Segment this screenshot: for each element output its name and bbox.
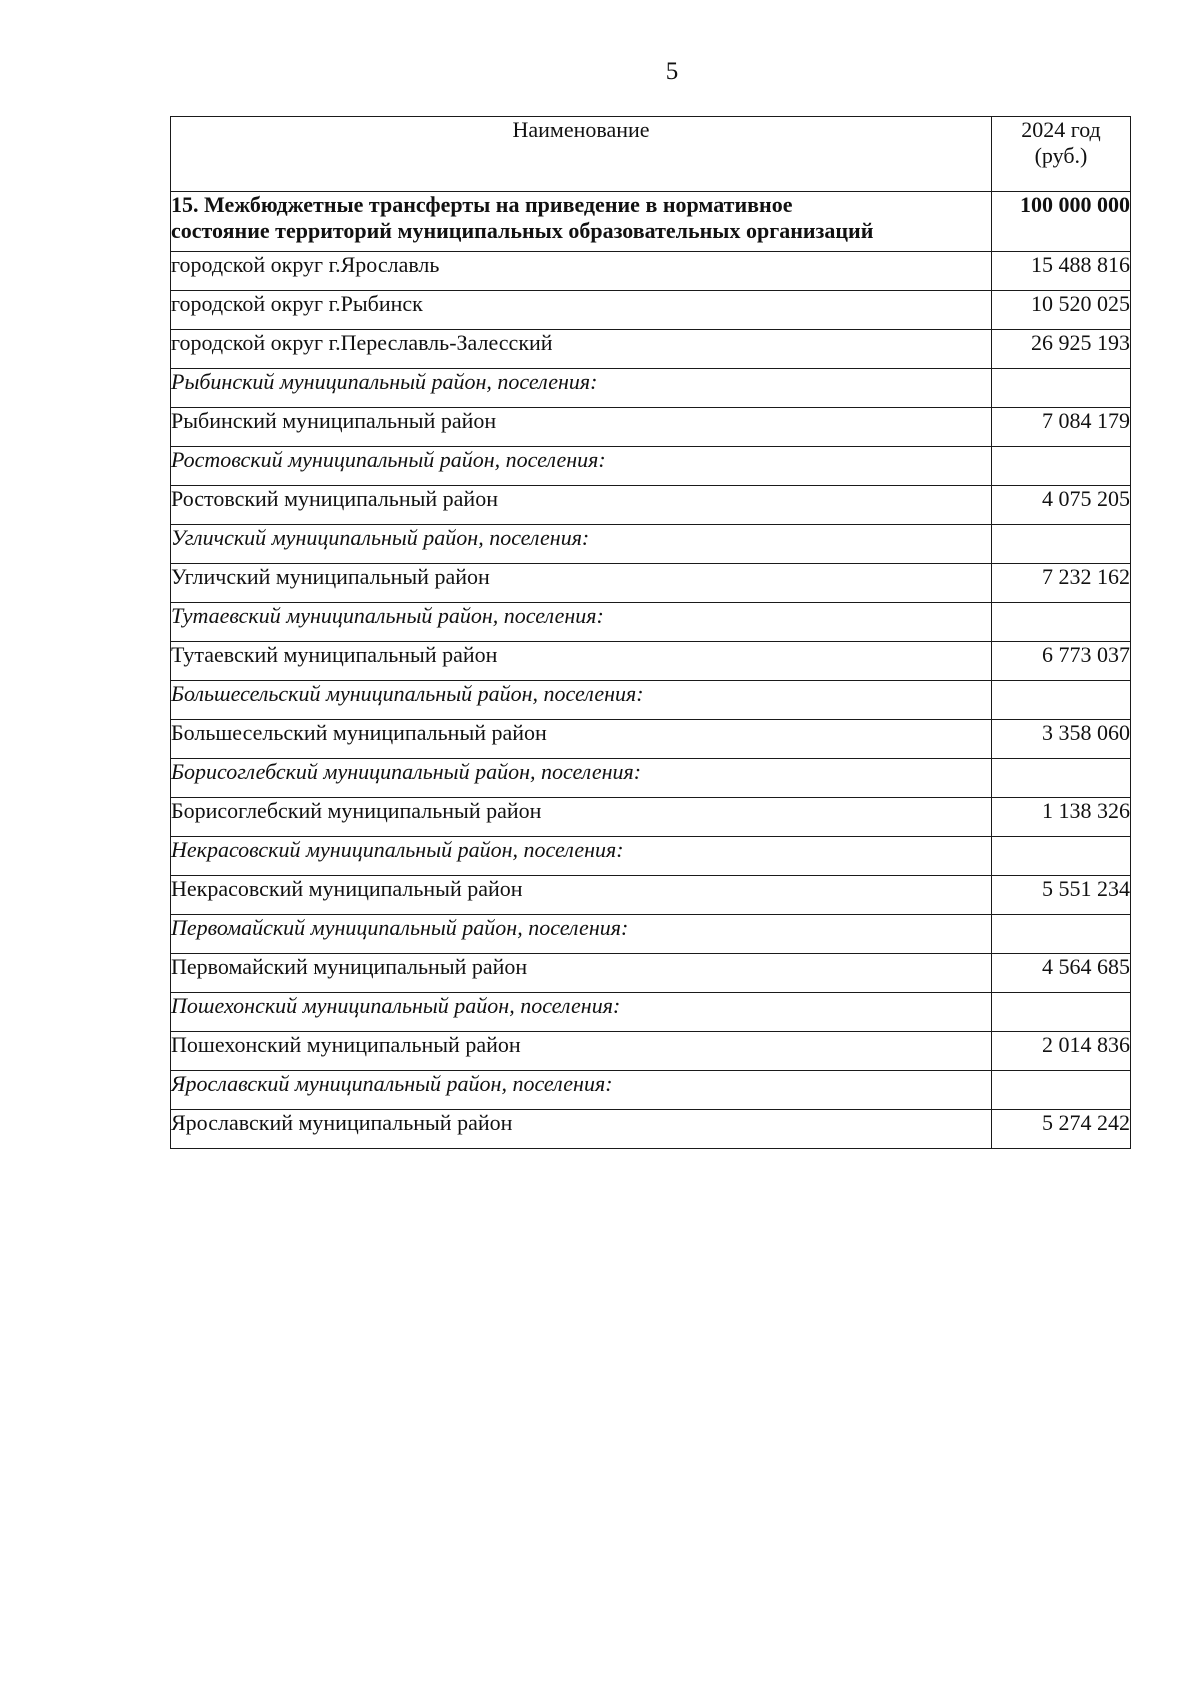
row-value: [992, 369, 1131, 408]
row-value: 1 138 326: [992, 798, 1131, 837]
subheader-label: Ростовский муниципальный район, поселения:: [171, 447, 992, 486]
row-name: Борисоглебский муниципальный район: [171, 798, 992, 837]
row-value: 15 488 816: [992, 252, 1131, 291]
row-value: 10 520 025: [992, 291, 1131, 330]
section-total: 100 000 000: [992, 192, 1131, 252]
row-value: 4 075 205: [992, 486, 1131, 525]
row-value: [992, 915, 1131, 954]
table-row: [171, 1032, 1131, 1071]
row-value: 5 274 242: [992, 1110, 1131, 1149]
section-title-line1: 15. Межбюджетные трансферты на приведение в нормативное: [171, 192, 793, 217]
row-value: 4 564 685: [992, 954, 1131, 993]
table-subheader-row: [171, 603, 1131, 642]
table-row: [171, 564, 1131, 603]
subheader-label: Некрасовский муниципальный район, поселения:: [171, 837, 992, 876]
table-subheader-row: [171, 837, 1131, 876]
row-name: Угличский муниципальный район: [171, 564, 992, 603]
column-header-year-line2: (руб.): [1034, 143, 1088, 168]
row-value: 6 773 037: [992, 642, 1131, 681]
table-header-row: [171, 117, 1131, 192]
column-header-year-line1: 2024 год: [1021, 117, 1101, 142]
subheader-label: Борисоглебский муниципальный район, поселения:: [171, 759, 992, 798]
row-value: [992, 681, 1131, 720]
row-name: Некрасовский муниципальный район: [171, 876, 992, 915]
subheader-label: Ярославский муниципальный район, поселения:: [171, 1071, 992, 1110]
table-body: [171, 192, 1131, 1149]
row-value: [992, 993, 1131, 1032]
row-name: городской округ г.Переславль-Залесский: [171, 330, 992, 369]
subheader-label: Первомайский муниципальный район, поселения:: [171, 915, 992, 954]
table-row: [171, 486, 1131, 525]
table-row: [171, 954, 1131, 993]
row-value: [992, 525, 1131, 564]
row-value: [992, 837, 1131, 876]
section-row: [171, 192, 1131, 252]
row-value: 2 014 836: [992, 1032, 1131, 1071]
row-name: Ярославский муниципальный район: [171, 1110, 992, 1149]
table-subheader-row: [171, 759, 1131, 798]
table-subheader-row: [171, 369, 1131, 408]
row-name: Большесельский муниципальный район: [171, 720, 992, 759]
row-value: [992, 1071, 1131, 1110]
column-header-name: Наименование: [171, 117, 992, 192]
table-row: [171, 1110, 1131, 1149]
table-row: [171, 876, 1131, 915]
row-name: городской округ г.Рыбинск: [171, 291, 992, 330]
row-value: [992, 447, 1131, 486]
table-subheader-row: [171, 993, 1131, 1032]
row-name: городской округ г.Ярославль: [171, 252, 992, 291]
subheader-label: Угличский муниципальный район, поселения:: [171, 525, 992, 564]
column-header-year: [992, 117, 1131, 192]
row-value: [992, 759, 1131, 798]
page-number: 5: [665, 58, 679, 85]
row-name: Ростовский муниципальный район: [171, 486, 992, 525]
table-row: [171, 291, 1131, 330]
transfers-table: [170, 116, 1131, 1149]
row-name: Первомайский муниципальный район: [171, 954, 992, 993]
table-row: [171, 720, 1131, 759]
table-row: [171, 408, 1131, 447]
row-name: Тутаевский муниципальный район: [171, 642, 992, 681]
row-value: [992, 603, 1131, 642]
table-row: [171, 330, 1131, 369]
row-name: Рыбинский муниципальный район: [171, 408, 992, 447]
subheader-label: Тутаевский муниципальный район, поселения:: [171, 603, 992, 642]
table-subheader-row: [171, 1071, 1131, 1110]
row-value: 7 232 162: [992, 564, 1131, 603]
table-subheader-row: [171, 447, 1131, 486]
table-row: [171, 252, 1131, 291]
subheader-label: Пошехонский муниципальный район, поселения:: [171, 993, 992, 1032]
table-row: [171, 798, 1131, 837]
section-title-line2: состояние территорий муниципальных образовательных организаций: [171, 218, 874, 243]
row-name: Пошехонский муниципальный район: [171, 1032, 992, 1071]
row-value: 3 358 060: [992, 720, 1131, 759]
row-value: 7 084 179: [992, 408, 1131, 447]
section-title: [171, 192, 992, 252]
table-subheader-row: [171, 915, 1131, 954]
subheader-label: Рыбинский муниципальный район, поселения:: [171, 369, 992, 408]
row-value: 5 551 234: [992, 876, 1131, 915]
table-row: [171, 642, 1131, 681]
subheader-label: Большесельский муниципальный район, поселения:: [171, 681, 992, 720]
row-value: 26 925 193: [992, 330, 1131, 369]
table-subheader-row: [171, 525, 1131, 564]
table-subheader-row: [171, 681, 1131, 720]
